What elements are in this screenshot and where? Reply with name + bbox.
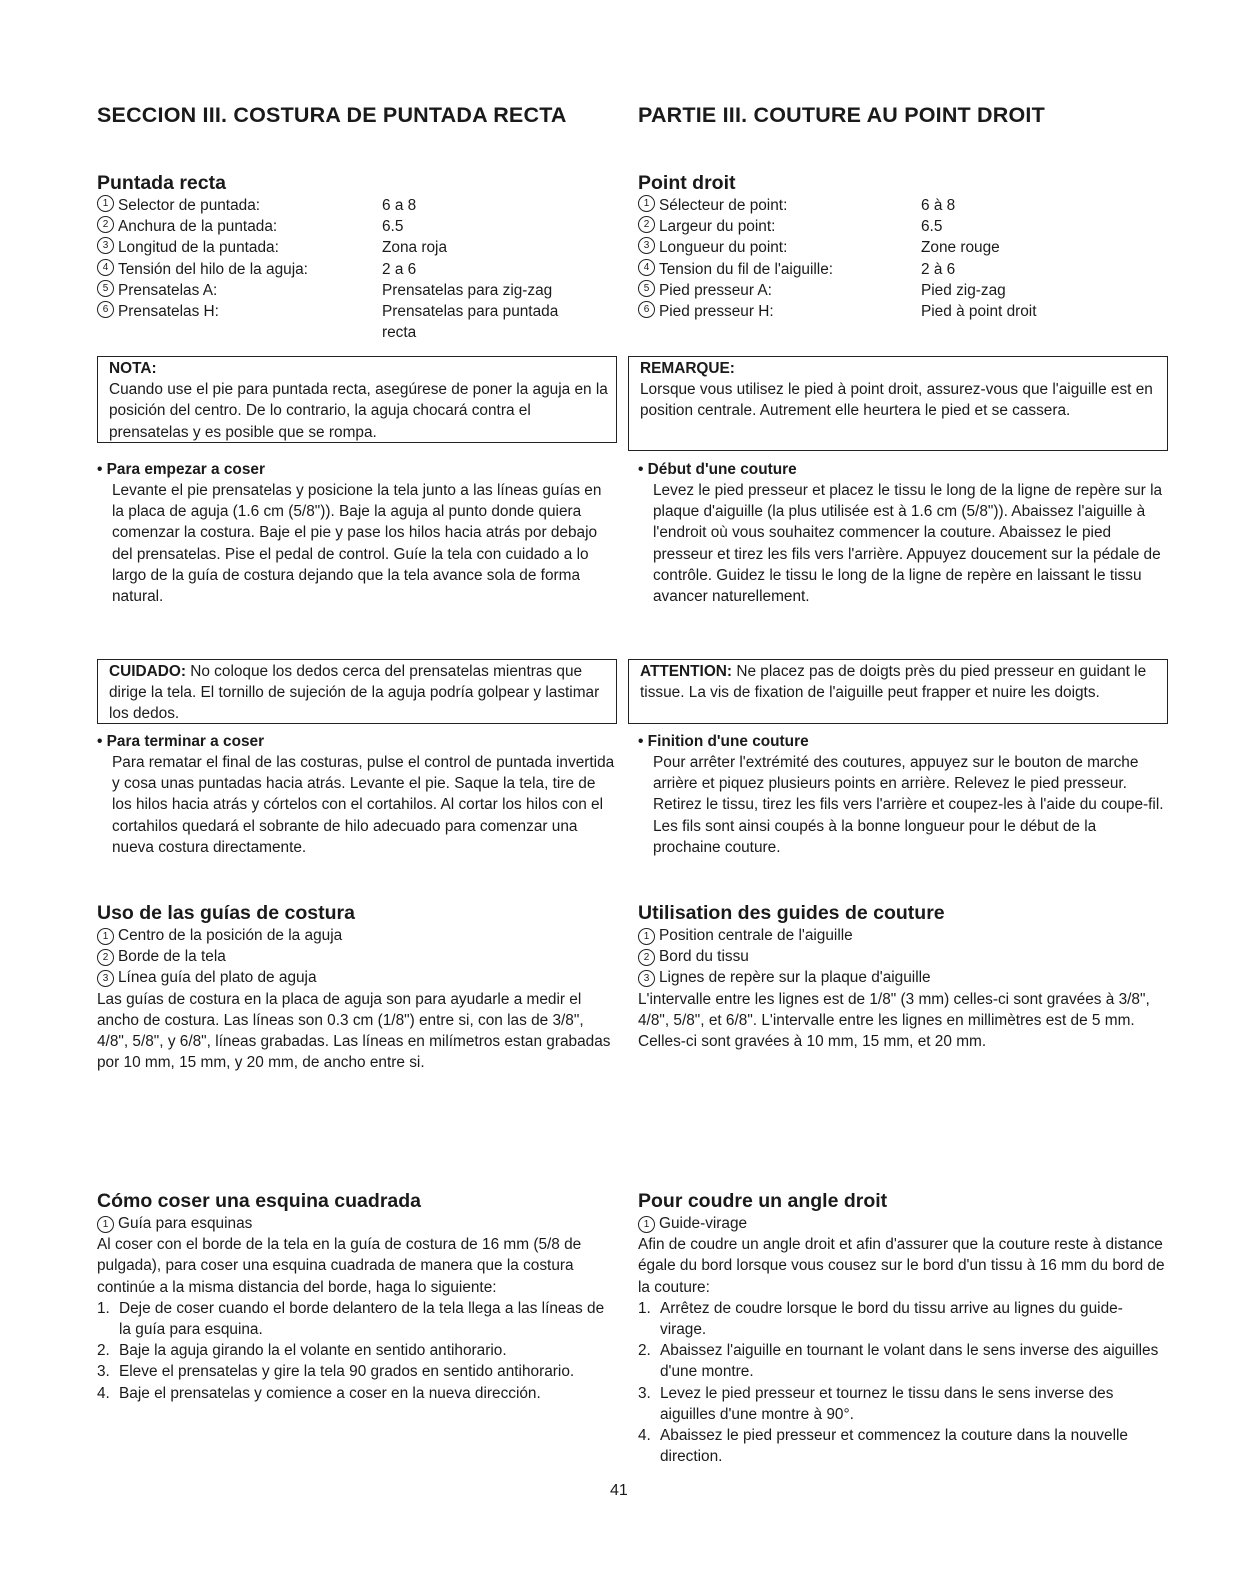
angle-section	[638, 1190, 1168, 1467]
circled-number: 2	[97, 216, 114, 233]
step-item	[97, 1383, 617, 1404]
spec-row	[638, 301, 1168, 322]
guide-item-text: Línea guía del plato de aguja	[118, 969, 317, 987]
step-item	[97, 1298, 617, 1340]
guide-item-text: Centro de la posición de la aguja	[118, 927, 343, 944]
circled-number: 1	[638, 195, 655, 212]
spec-value: Pied zig-zag	[921, 281, 1006, 299]
guide-item	[97, 925, 617, 946]
circled-number: 6	[97, 301, 114, 318]
circled-number: 2	[97, 949, 114, 966]
guide-item	[638, 925, 1168, 946]
step-text: Baje el prensatelas y comience a coser en la nueva dirección.	[119, 1384, 541, 1402]
note-text: Cuando use el pie para puntada recta, asegúrese de poner la aguja en la posición del centro. De lo contrario, la aguja chocará contra el prensatelas y es posible que se rompa.	[109, 381, 608, 441]
spec-value: Zona roja	[382, 239, 448, 257]
circled-number: 3	[638, 970, 655, 987]
step-item	[638, 1425, 1168, 1467]
section-title-fr: PARTIE III. COUTURE AU POINT DROIT	[638, 103, 1045, 127]
spec-key: Largeur du point:	[659, 218, 776, 236]
bullet-heading-finition: • Finition d'une couture	[638, 733, 809, 750]
attention-text: Ne placez pas de doigts près du pied presseur en guidant le tissue. La vis de fixation de l'aiguille peut frapper et nuire les doigts.	[640, 663, 1147, 702]
note-box-fr	[628, 356, 1168, 451]
esquina-item-text: Guía para esquinas	[118, 1215, 253, 1232]
heading-guides: Utilisation des guides de couture	[638, 902, 945, 924]
heading-puntada-recta: Puntada recta	[97, 172, 226, 194]
finition-section	[638, 731, 1168, 858]
spec-row	[638, 195, 1168, 216]
step-text: Abaissez l'aiguille en tournant le volant dans le sens inverse des aiguilles d'une montre.	[660, 1342, 1159, 1381]
guias-text: Las guías de costura en la placa de aguja son para ayudarle a medir el ancho de costura. Las líneas son 0.3 cm (1/8") entre si, con las de 3/8", 4/8", 5/8", y 6/8", líneas grabadas. Las líneas en milímetros estan grabadas por 10 mm, 15 mm, y 20 mm, de ancho entre si.	[97, 990, 611, 1072]
spec-key: Pied presseur A:	[659, 281, 772, 299]
spec-row	[97, 216, 617, 237]
step-item	[638, 1298, 1168, 1340]
guide-item-text: Lignes de repère sur la plaque d'aiguille	[659, 969, 931, 987]
note-label: NOTA:	[109, 360, 157, 377]
spec-row	[97, 195, 617, 216]
step-item	[97, 1340, 617, 1361]
spec-value: 6 a 8	[382, 197, 417, 214]
spec-value: Prensatelas para puntada recta	[382, 303, 559, 342]
circled-number: 2	[638, 949, 655, 966]
caution-box-es	[97, 659, 617, 724]
step-text: Abaissez le pied presseur et commencez la couture dans la nouvelle direction.	[660, 1427, 1128, 1466]
guide-item	[97, 946, 617, 967]
spec-value: Pied à point droit	[921, 303, 1037, 321]
angle-item-text: Guide-virage	[659, 1215, 748, 1232]
spec-value: 6.5	[921, 218, 943, 236]
guide-item-text: Bord du tissu	[659, 948, 749, 966]
spec-row	[638, 216, 1168, 237]
bullet-heading-terminar: • Para terminar a coser	[97, 733, 265, 750]
remarque-text: Lorsque vous utilisez le pied à point droit, assurez-vous que l'aiguille est en position centrale. Autrement elle heurtera le pied et se cassera.	[640, 381, 1153, 420]
note-box-es	[97, 356, 617, 443]
caution-label: CUIDADO:	[109, 663, 186, 680]
bullet-heading-empezar: • Para empezar a coser	[97, 461, 265, 478]
spec-value: 6 à 8	[921, 197, 956, 214]
step-item	[638, 1383, 1168, 1425]
step-number: 3.	[97, 1363, 110, 1381]
spec-value: 6.5	[382, 218, 404, 236]
circled-number: 4	[97, 259, 114, 276]
step-number: 2.	[638, 1342, 651, 1360]
guide-item-text: Position centrale de l'aiguille	[659, 927, 853, 944]
spec-key: Tensión del hilo de la aguja:	[118, 260, 308, 278]
step-item	[638, 1340, 1168, 1382]
attention-label: ATTENTION:	[640, 663, 733, 680]
step-text: Deje de coser cuando el borde delantero de la tela llega a las líneas de la guía para esquina.	[119, 1299, 605, 1339]
circled-number: 3	[638, 237, 655, 254]
empezar-text: Levante el pie prensatelas y posicione la tela junto a las líneas guías en la placa de aguja (1.6 cm (5/8")). Baje la aguja al punto donde quiera comenzar la costura. Baje el pie y pase los hilos hacia atrás por debajo del prensatelas. Pise el pedal de control. Guíe la tela con cuidado a lo largo de la guía de costura dejando que la tela avance sola de forma natural.	[112, 482, 602, 606]
guides-text: L'intervalle entre les lignes est de 1/8" (3 mm) celles-ci sont gravées à 3/8", 4/8", 5/8", et 6/8". L'intervalle entre les lignes en millimètres est de 5 mm. Celles-ci sont gravées à 10 mm, 15 mm, et 20 mm.	[638, 990, 1150, 1051]
bullet-heading-debut: • Début d'une couture	[638, 461, 797, 478]
spec-list-fr	[638, 195, 1168, 322]
circled-number: 5	[97, 280, 114, 297]
heading-point-droit: Point droit	[638, 172, 736, 194]
circled-number: 1	[97, 928, 114, 945]
angle-text: Afin de coudre un angle droit et afin d'assurer que la couture reste à distance égale du bord lorsque vous cousez sur le bord d'un tissu à 16 mm du bord de la couture:	[638, 1236, 1165, 1296]
finition-text: Pour arrêter l'extrémité des coutures, appuyez sur le bouton de marche arrière et piquez plusieurs points en arrière. Relevez le pied presseur. Retirez le tissu, tirez les fils vers l'arrière et coupez-les à l'aide du coupe-fil. Les fils sont ainsi coupés à la bonne longueur pour le début de la prochaine couture.	[653, 754, 1164, 856]
step-text: Eleve el prensatelas y gire la tela 90 grados en sentido antihorario.	[119, 1363, 575, 1381]
guides-section	[638, 902, 1168, 1052]
guide-item	[97, 967, 617, 988]
heading-guias: Uso de las guías de costura	[97, 902, 355, 924]
remarque-label: REMARQUE:	[640, 360, 735, 377]
caution-text: No coloque los dedos cerca del prensatelas mientras que dirige la tela. El tornillo de sujeción de la aguja podría golpear y lastimar los dedos.	[109, 663, 600, 723]
spec-key: Pied presseur H:	[659, 303, 774, 321]
spec-row	[638, 259, 1168, 280]
guias-section	[97, 902, 617, 1073]
spec-value: Zone rouge	[921, 239, 1000, 257]
spec-key: Longueur du point:	[659, 239, 788, 257]
circled-number: 1	[97, 1216, 114, 1233]
point-droit-section-fr	[638, 172, 1168, 322]
circled-number: 4	[638, 259, 655, 276]
spec-value: 2 a 6	[382, 260, 417, 278]
step-text: Arrêtez de coudre lorsque le bord du tissu arrive au lignes du guide-virage.	[660, 1299, 1123, 1339]
spec-key: Prensatelas A:	[118, 281, 218, 299]
guide-item	[638, 967, 1168, 988]
esquina-section	[97, 1190, 617, 1404]
section-title-es: SECCION III. COSTURA DE PUNTADA RECTA	[97, 103, 567, 127]
puntada-recta-section-es	[97, 172, 617, 343]
heading-angle: Pour coudre un angle droit	[638, 1190, 888, 1212]
spec-row	[638, 280, 1168, 301]
spec-key: Longitud de la puntada:	[118, 239, 279, 257]
circled-number: 5	[638, 280, 655, 297]
step-text: Levez le pied presseur et tournez le tissu dans le sens inverse des aiguilles d'une montre à 90°.	[660, 1384, 1114, 1423]
circled-number: 2	[638, 216, 655, 233]
step-number: 1.	[97, 1299, 110, 1317]
step-number: 2.	[97, 1342, 110, 1360]
spec-key: Sélecteur de point:	[659, 197, 788, 214]
spec-key: Tension du fil de l'aiguille:	[659, 260, 834, 278]
circled-number: 3	[97, 970, 114, 987]
spec-row	[97, 280, 617, 301]
terminar-text: Para rematar el final de las costuras, pulse el control de puntada invertida y cosa unas puntadas hacia atrás. Levante el pie. Saque la tela, tire de los hilos hacia atrás y córtelos con el cortahilos. Al cortar los hilos con el cortahilos quedará el sobrante de hilo adecuado para comenzar una nueva costura directamente.	[112, 754, 615, 856]
attention-box-fr	[628, 659, 1168, 724]
debut-section	[638, 459, 1168, 607]
step-number: 4.	[97, 1384, 110, 1402]
angle-item	[638, 1213, 1168, 1234]
spec-key: Selector de puntada:	[118, 197, 261, 214]
circled-number: 1	[97, 195, 114, 212]
spec-key: Anchura de la puntada:	[118, 218, 278, 236]
terminar-section	[97, 731, 617, 858]
spec-key: Prensatelas H:	[118, 303, 219, 321]
spec-row	[638, 237, 1168, 258]
spec-value: Prensatelas para zig-zag	[382, 281, 553, 299]
step-number: 3.	[638, 1384, 651, 1402]
esquina-text: Al coser con el borde de la tela en la guía de costura de 16 mm (5/8 de pulgada), para coser una esquina cuadrada de manera que la costura continúe a la misma distancia del borde, haga lo siguiente:	[97, 1236, 582, 1296]
circled-number: 1	[638, 928, 655, 945]
circled-number: 6	[638, 301, 655, 318]
page-number: 41	[610, 1482, 628, 1499]
spec-value: 2 à 6	[921, 260, 956, 278]
empezar-section	[97, 459, 617, 607]
step-number: 4.	[638, 1427, 651, 1445]
spec-row	[97, 259, 617, 280]
circled-number: 1	[638, 1216, 655, 1233]
step-text: Baje la aguja girando la el volante en sentido antihorario.	[119, 1342, 507, 1360]
step-number: 1.	[638, 1299, 651, 1317]
heading-esquina: Cómo coser una esquina cuadrada	[97, 1190, 422, 1212]
spec-row	[97, 301, 617, 343]
guide-item	[638, 946, 1168, 967]
guide-item-text: Borde de la tela	[118, 948, 226, 966]
esquina-item	[97, 1213, 617, 1234]
spec-row	[97, 237, 617, 258]
circled-number: 3	[97, 237, 114, 254]
spec-list-es	[97, 195, 617, 343]
debut-text: Levez le pied presseur et placez le tissu le long de la ligne de repère sur la plaque d'aiguille (la plus utilisée est à 1.6 cm (5/8")). Abaissez l'aiguille à l'endroit où vous souhaitez commencer la couture. Abaissez le pied presseur et tirez les fils vers l'arrière. Appuyez doucement sur la pédale de contrôle. Guidez le tissu le long de la ligne de repère en laissant le tissu avancer naturellement.	[653, 482, 1163, 606]
step-item	[97, 1361, 617, 1382]
